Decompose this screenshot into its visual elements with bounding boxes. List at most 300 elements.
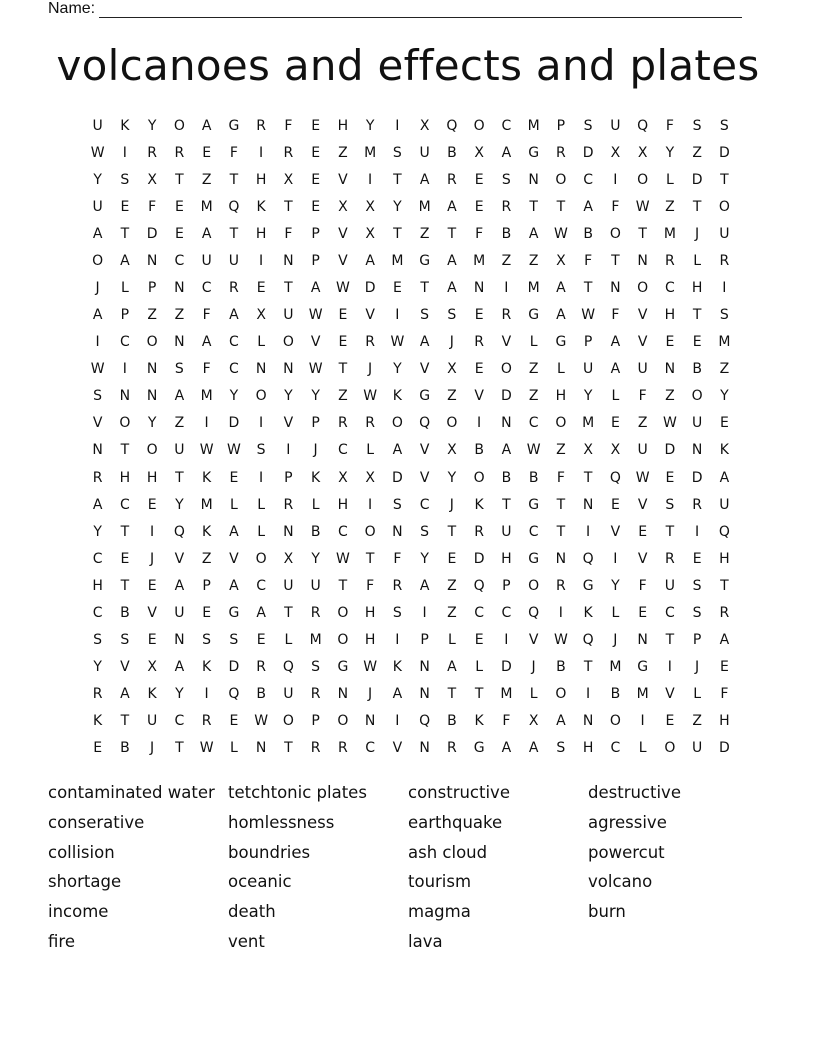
grid-letter: X — [610, 144, 621, 161]
grid-letter: I — [259, 415, 264, 432]
grid-letter: G — [582, 577, 594, 594]
grid-letter: S — [93, 632, 103, 649]
grid-row — [84, 139, 738, 166]
grid-letter: H — [664, 307, 676, 324]
grid-letter: X — [637, 144, 648, 161]
grid-letter: H — [364, 604, 376, 621]
grid-letter: E — [719, 659, 729, 676]
grid-letter: T — [665, 632, 675, 649]
grid-letter: N — [392, 523, 403, 540]
grid-letter: Z — [719, 361, 730, 378]
word-list-item: death — [228, 902, 276, 922]
grid-letter: U — [637, 442, 648, 459]
grid-letter: Z — [338, 144, 348, 161]
grid-letter: I — [395, 117, 400, 134]
grid-letter: T — [175, 171, 184, 188]
grid-letter: X — [338, 198, 348, 215]
grid-letter: Z — [692, 144, 702, 161]
grid-letter: E — [692, 334, 702, 351]
word-list-item: conserative — [48, 812, 145, 832]
grid-letter: W — [90, 144, 105, 161]
grid-letter: E — [147, 632, 157, 649]
grid-letter: C — [92, 604, 103, 621]
grid-letter: G — [419, 388, 431, 405]
grid-letter: Q — [228, 198, 240, 215]
grid-letter: Y — [93, 171, 102, 188]
grid-letter: R — [310, 604, 321, 621]
grid-letter: O — [92, 252, 104, 269]
grid-letter: W — [308, 361, 323, 378]
grid-letter: O — [691, 388, 703, 405]
grid-letter: E — [93, 740, 103, 757]
grid-letter: U — [92, 117, 103, 134]
grid-letter: C — [228, 334, 239, 351]
grid-letter: R — [447, 171, 457, 188]
grid-letter: L — [257, 334, 266, 351]
grid-row — [84, 302, 738, 329]
grid-letter: F — [393, 550, 402, 567]
grid-letter: D — [228, 415, 240, 432]
grid-letter: X — [447, 361, 457, 378]
grid-letter: Q — [419, 415, 431, 432]
grid-letter: I — [613, 550, 618, 567]
grid-letter: Y — [583, 388, 593, 405]
grid-letter: P — [147, 280, 157, 296]
grid-letter: I — [395, 713, 400, 730]
grid-letter: U — [501, 523, 512, 540]
grid-letter: Y — [720, 388, 729, 405]
grid-letter: G — [528, 550, 540, 567]
grid-letter: T — [393, 171, 402, 188]
grid-letter: P — [120, 307, 130, 324]
word-list-item: homlessness — [228, 812, 335, 832]
grid-letter: N — [174, 334, 185, 351]
grid-letter: B — [556, 659, 566, 676]
grid-letter: G — [228, 117, 240, 134]
grid-letter: B — [501, 469, 512, 486]
grid-letter: L — [120, 280, 129, 296]
grid-row — [84, 626, 738, 653]
grid-letter: H — [364, 632, 376, 649]
grid-letter: A — [174, 659, 185, 676]
grid-letter: K — [474, 713, 484, 730]
grid-letter: V — [474, 388, 484, 405]
grid-letter: F — [611, 307, 620, 324]
grid-row — [84, 491, 738, 518]
grid-letter: X — [365, 469, 375, 486]
grid-letter: A — [501, 442, 512, 459]
grid-letter: O — [173, 117, 185, 134]
grid-letter: K — [202, 659, 212, 676]
grid-letter: L — [611, 388, 620, 405]
grid-letter: F — [556, 469, 565, 486]
grid-letter: E — [174, 198, 184, 215]
grid-letter: P — [202, 577, 211, 594]
grid-letter: P — [692, 632, 702, 649]
grid-letter: M — [309, 632, 322, 649]
grid-letter: E — [229, 469, 239, 486]
grid-letter: I — [122, 144, 127, 161]
grid-letter: B — [256, 686, 266, 703]
grid-letter: W — [308, 307, 323, 324]
grid-letter: H — [119, 469, 131, 486]
grid-letter: V — [365, 307, 375, 324]
grid-letter: N — [283, 252, 294, 269]
grid-letter: I — [204, 415, 209, 432]
grid-letter: I — [422, 604, 427, 621]
grid-letter: K — [120, 117, 130, 134]
grid-letter: I — [504, 632, 509, 649]
grid-letter: Q — [718, 523, 730, 540]
grid-letter: P — [311, 252, 320, 269]
grid-letter: D — [146, 225, 158, 242]
grid-letter: R — [719, 604, 730, 621]
grid-letter: N — [555, 550, 567, 567]
grid-row — [84, 681, 738, 708]
grid-letter: R — [310, 686, 321, 703]
word-list-item: oceanic — [228, 872, 292, 892]
grid-letter: X — [365, 225, 375, 242]
grid-letter: T — [529, 198, 538, 215]
word-list-item: tourism — [408, 872, 472, 892]
grid-letter: I — [95, 334, 100, 351]
grid-letter: Q — [173, 523, 185, 540]
grid-letter: I — [477, 415, 482, 432]
grid-letter: L — [229, 740, 238, 757]
word-list-item: destructive — [588, 783, 681, 802]
grid-letter: Z — [147, 307, 157, 324]
grid-letter: J — [95, 280, 100, 296]
grid-letter: U — [201, 252, 212, 269]
grid-letter: A — [256, 604, 266, 621]
grid-letter: W — [254, 713, 269, 730]
grid-letter: Q — [419, 713, 431, 730]
grid-letter: M — [200, 496, 213, 513]
grid-letter: X — [283, 171, 294, 188]
grid-letter: Z — [201, 171, 212, 188]
grid-letter: Z — [201, 550, 212, 567]
grid-letter: A — [365, 252, 375, 269]
grid-letter: R — [556, 144, 566, 161]
grid-row — [84, 735, 738, 762]
grid-letter: G — [419, 252, 431, 269]
grid-letter: V — [637, 307, 648, 324]
grid-letter: K — [311, 469, 321, 486]
grid-letter: H — [691, 280, 703, 296]
grid-letter: N — [255, 740, 267, 757]
grid-letter: D — [582, 144, 594, 161]
grid-letter: G — [337, 659, 349, 676]
grid-letter: B — [528, 469, 539, 486]
grid-letter: D — [500, 388, 512, 405]
grid-letter: O — [255, 388, 267, 405]
grid-letter: I — [395, 632, 400, 649]
grid-letter: A — [719, 469, 730, 486]
grid-letter: M — [500, 686, 513, 703]
grid-letter: Q — [228, 686, 240, 703]
grid-letter: M — [527, 280, 540, 296]
grid-letter: J — [613, 632, 618, 649]
grid-letter: V — [338, 171, 348, 188]
grid-letter: J — [368, 361, 373, 378]
grid-letter: E — [474, 198, 484, 215]
grid-letter: U — [610, 117, 621, 134]
grid-row — [84, 112, 738, 139]
grid-letter: N — [419, 686, 430, 703]
grid-letter: Y — [665, 144, 675, 161]
grid-letter: X — [474, 144, 484, 161]
grid-letter: M — [527, 117, 540, 134]
grid-letter: A — [447, 252, 457, 269]
grid-letter: S — [392, 144, 402, 161]
grid-letter: D — [364, 280, 376, 296]
grid-letter: F — [202, 307, 211, 324]
grid-letter: S — [692, 117, 702, 134]
grid-letter: W — [526, 442, 541, 459]
grid-letter: T — [447, 686, 457, 703]
grid-letter: N — [582, 713, 594, 730]
grid-letter: Q — [473, 577, 485, 594]
grid-letter: K — [583, 604, 593, 621]
grid-letter: V — [528, 632, 539, 649]
grid-letter: R — [474, 523, 484, 540]
grid-letter: V — [338, 252, 348, 269]
grid-letter: A — [201, 334, 212, 351]
grid-letter: B — [447, 713, 457, 730]
grid-letter: R — [692, 496, 702, 513]
grid-letter: Z — [338, 388, 348, 405]
grid-letter: E — [147, 577, 157, 594]
grid-row — [84, 329, 738, 356]
grid-letter: V — [229, 550, 239, 567]
grid-letter: E — [474, 171, 484, 188]
grid-letter: O — [146, 442, 158, 459]
word-list-item: tetchtonic plates — [228, 783, 367, 802]
grid-letter: V — [310, 334, 321, 351]
grid-letter: Z — [528, 361, 539, 378]
grid-letter: E — [474, 307, 484, 324]
grid-letter: E — [665, 713, 675, 730]
grid-letter: Y — [365, 117, 375, 134]
grid-letter: S — [583, 117, 593, 134]
grid-letter: J — [531, 659, 536, 676]
grid-letter: V — [637, 496, 648, 513]
grid-letter: X — [583, 442, 593, 459]
grid-row — [84, 708, 738, 735]
grid-letter: F — [720, 686, 729, 703]
grid-letter: E — [638, 604, 648, 621]
grid-letter: Y — [284, 388, 293, 405]
grid-letter: V — [637, 550, 648, 567]
grid-letter: Z — [556, 442, 566, 459]
grid-letter: X — [338, 469, 348, 486]
grid-letter: S — [665, 496, 675, 513]
grid-letter: K — [202, 469, 212, 486]
grid-letter: O — [255, 550, 267, 567]
grid-letter: B — [474, 442, 484, 459]
grid-letter: E — [202, 604, 212, 621]
grid-letter: F — [366, 577, 375, 594]
grid-letter: S — [692, 577, 702, 594]
grid-letter: K — [392, 659, 402, 676]
grid-letter: C — [337, 442, 348, 459]
grid-letter: O — [473, 117, 485, 134]
grid-letter: W — [90, 361, 105, 378]
grid-letter: L — [638, 740, 647, 757]
grid-letter: E — [256, 632, 266, 649]
grid-letter: T — [665, 523, 675, 540]
grid-letter: C — [201, 280, 212, 296]
grid-letter: E — [447, 550, 457, 567]
grid-letter: L — [529, 334, 538, 351]
grid-letter: H — [719, 713, 730, 730]
grid-letter: L — [665, 171, 674, 188]
grid-letter: X — [556, 252, 566, 269]
grid-letter: N — [610, 280, 621, 296]
grid-letter: T — [583, 280, 593, 296]
grid-letter: U — [719, 225, 730, 242]
grid-letter: T — [720, 577, 729, 594]
word-list-item: fire — [48, 931, 75, 951]
grid-letter: E — [174, 225, 184, 242]
grid-letter: N — [146, 252, 158, 269]
grid-letter: A — [120, 252, 130, 269]
grid-letter: N — [528, 171, 539, 188]
grid-letter: X — [147, 171, 157, 188]
grid-letter: X — [283, 550, 294, 567]
grid-letter: I — [586, 686, 591, 703]
grid-letter: R — [338, 415, 348, 432]
word-list-item: earthquake — [408, 812, 503, 832]
grid-letter: N — [174, 280, 185, 296]
grid-letter: O — [391, 415, 403, 432]
grid-letter: V — [120, 659, 130, 676]
word-list-item: ash cloud — [408, 842, 488, 862]
grid-letter: A — [92, 496, 103, 513]
grid-letter: N — [283, 361, 294, 378]
grid-letter: O — [337, 604, 349, 621]
grid-letter: O — [473, 469, 485, 486]
grid-letter: F — [229, 144, 238, 161]
grid-letter: C — [664, 280, 675, 296]
grid-letter: V — [392, 740, 403, 757]
grid-letter: W — [553, 632, 568, 649]
grid-letter: A — [419, 334, 430, 351]
grid-letter: A — [92, 225, 103, 242]
grid-letter: A — [229, 577, 239, 594]
grid-letter: V — [637, 334, 648, 351]
grid-letter: V — [283, 415, 294, 432]
grid-letter: N — [283, 523, 294, 540]
grid-letter: A — [528, 225, 539, 242]
grid-letter: J — [449, 496, 454, 513]
grid-letter: D — [500, 659, 512, 676]
grid-letter: T — [420, 280, 429, 296]
grid-letter: D — [691, 171, 703, 188]
grid-letter: O — [146, 334, 158, 351]
grid-letter: Z — [665, 388, 675, 405]
grid-letter: R — [310, 740, 321, 757]
word-list-item: lava — [408, 931, 443, 951]
grid-letter: I — [122, 361, 127, 378]
grid-letter: V — [419, 442, 430, 459]
grid-letter: U — [310, 577, 321, 594]
grid-letter: M — [200, 198, 213, 215]
grid-letter: N — [119, 388, 131, 405]
grid-letter: B — [447, 144, 457, 161]
grid-letter: V — [665, 686, 675, 703]
grid-letter: L — [311, 496, 320, 513]
word-list-item: agressive — [588, 812, 667, 832]
grid-letter: F — [611, 198, 620, 215]
grid-letter: Y — [420, 550, 429, 567]
grid-row — [84, 545, 738, 572]
grid-letter: N — [146, 388, 158, 405]
grid-letter: F — [584, 252, 593, 269]
grid-letter: M — [582, 415, 595, 432]
grid-letter: M — [718, 334, 731, 351]
grid-letter: I — [368, 496, 373, 513]
word-list-item: magma — [408, 902, 471, 922]
grid-letter: Q — [528, 604, 540, 621]
grid-letter: T — [338, 577, 348, 594]
grid-letter: T — [284, 280, 293, 296]
grid-letter: Y — [175, 496, 184, 513]
grid-letter: I — [395, 307, 400, 324]
grid-letter: T — [229, 225, 239, 242]
grid-letter: S — [719, 307, 729, 324]
grid-letter: E — [692, 550, 702, 567]
grid-letter: N — [473, 280, 485, 296]
grid-letter: A — [229, 307, 239, 324]
grid-letter: W — [363, 659, 378, 676]
grid-letter: T — [447, 225, 457, 242]
grid-letter: F — [665, 117, 674, 134]
grid-letter: B — [610, 686, 621, 703]
grid-letter: R — [474, 334, 484, 351]
grid-row — [84, 599, 738, 626]
grid-letter: C — [337, 523, 348, 540]
grid-letter: R — [256, 117, 266, 134]
grid-letter: D — [391, 469, 403, 486]
grid-letter: S — [174, 361, 184, 378]
grid-letter: G — [473, 740, 485, 757]
grid-letter: W — [199, 740, 214, 757]
grid-letter: I — [259, 252, 264, 269]
grid-letter: R — [556, 577, 566, 594]
grid-letter: N — [691, 442, 703, 459]
grid-letter: U — [174, 604, 185, 621]
grid-letter: K — [474, 496, 484, 513]
grid-letter: W — [226, 442, 241, 459]
grid-letter: I — [504, 280, 509, 296]
grid-letter: R — [365, 415, 375, 432]
grid-letter: A — [719, 632, 730, 649]
grid-letter: I — [722, 280, 727, 296]
grid-letter: V — [174, 550, 185, 567]
grid-letter: N — [664, 361, 676, 378]
grid-letter: A — [528, 740, 539, 757]
grid-letter: R — [283, 144, 294, 161]
grid-letter: T — [120, 523, 130, 540]
grid-letter: Y — [611, 577, 620, 594]
grid-letter: E — [610, 415, 620, 432]
grid-letter: E — [638, 523, 648, 540]
grid-letter: V — [501, 334, 512, 351]
grid-letter: J — [695, 225, 700, 242]
grid-letter: K — [202, 523, 212, 540]
grid-letter: L — [447, 632, 456, 649]
